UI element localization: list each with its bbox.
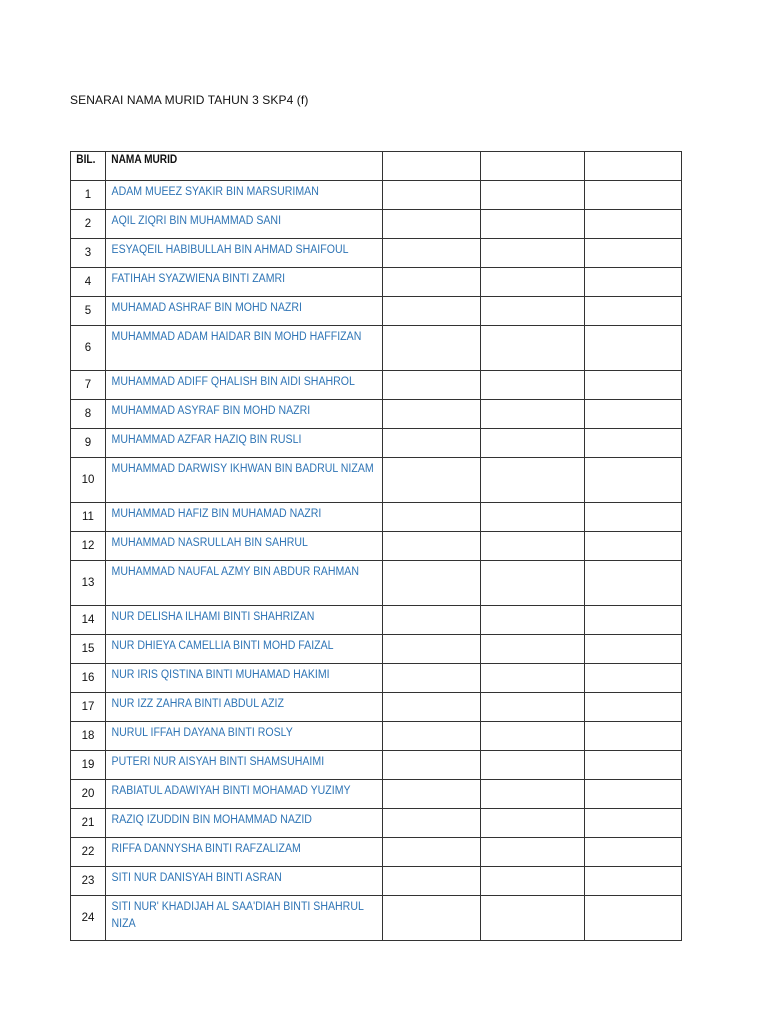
student-name: MUHAMAD ASHRAF BIN MOHD NAZRI: [111, 302, 302, 314]
student-name: RAZIQ IZUDDIN BIN MOHAMMAD NAZID: [111, 814, 312, 826]
blank-cell: [481, 532, 585, 561]
blank-cell: [383, 503, 481, 532]
student-name-cell: [106, 780, 383, 809]
student-name: PUTERI NUR AISYAH BINTI SHAMSUHAIMI: [111, 756, 325, 768]
table-row: [71, 896, 682, 941]
blank-cell: [481, 780, 585, 809]
student-name-cell: [106, 503, 383, 532]
blank-cell: [585, 503, 682, 532]
blank-cell: [383, 429, 481, 458]
row-number: 20: [71, 780, 106, 809]
row-number: 18: [71, 722, 106, 751]
blank-cell: [481, 561, 585, 606]
row-number: 7: [71, 371, 106, 400]
blank-cell: [585, 400, 682, 429]
table-row: [71, 606, 682, 635]
table-row: [71, 722, 682, 751]
table-row: [71, 532, 682, 561]
blank-cell: [383, 400, 481, 429]
blank-cell: [383, 210, 481, 239]
row-number: 12: [71, 532, 106, 561]
blank-cell: [585, 326, 682, 371]
blank-cell: [585, 429, 682, 458]
table-row: [71, 268, 682, 297]
blank-cell: [383, 896, 481, 941]
student-name: NUR IRIS QISTINA BINTI MUHAMAD HAKIMI: [111, 669, 330, 681]
student-name: FATIHAH SYAZWIENA BINTI ZAMRI: [111, 273, 286, 285]
table-row: [71, 210, 682, 239]
blank-cell: [585, 867, 682, 896]
blank-cell: [481, 297, 585, 326]
student-name-cell: [106, 429, 383, 458]
blank-cell: [383, 297, 481, 326]
student-name: NUR DELISHA ILHAMI BINTI SHAHRIZAN: [111, 611, 315, 623]
student-name: MUHAMMAD DARWISY IKHWAN BIN BADRUL NIZAM: [111, 463, 374, 475]
blank-cell: [383, 838, 481, 867]
blank-cell: [383, 326, 481, 371]
blank-cell: [481, 458, 585, 503]
table-row: [71, 635, 682, 664]
student-name: MUHAMMAD NAUFAL AZMY BIN ABDUR RAHMAN: [111, 566, 360, 578]
blank-cell: [585, 751, 682, 780]
student-name: MUHAMMAD ADAM HAIDAR BIN MOHD HAFFIZAN: [111, 331, 362, 343]
table-row: [71, 371, 682, 400]
table-row: [71, 400, 682, 429]
student-name-cell: [106, 181, 383, 210]
blank-cell: [383, 371, 481, 400]
table-row: [71, 326, 682, 371]
table-row: [71, 838, 682, 867]
blank-cell: [585, 181, 682, 210]
blank-cell: [585, 371, 682, 400]
row-number: 23: [71, 867, 106, 896]
blank-cell: [481, 400, 585, 429]
row-number: 13: [71, 561, 106, 606]
blank-cell: [481, 239, 585, 268]
row-number: 24: [71, 896, 106, 941]
header-nama-murid: NAMA MURID: [106, 152, 383, 181]
table-body: [71, 181, 682, 941]
student-name-cell: [106, 268, 383, 297]
blank-cell: [383, 606, 481, 635]
student-name: NUR DHIEYA CAMELLIA BINTI MOHD FAIZAL: [111, 640, 334, 652]
student-name-cell: [106, 210, 383, 239]
blank-cell: [585, 780, 682, 809]
blank-cell: [585, 239, 682, 268]
document-title: SENARAI NAMA MURID TAHUN 3 SKP4 (f): [70, 93, 309, 107]
blank-cell: [383, 867, 481, 896]
student-name: NUR IZZ ZAHRA BINTI ABDUL AZIZ: [111, 698, 284, 710]
blank-cell: [383, 635, 481, 664]
table-row: [71, 693, 682, 722]
row-number: 4: [71, 268, 106, 297]
blank-cell: [481, 838, 585, 867]
table-row: [71, 751, 682, 780]
blank-cell: [383, 532, 481, 561]
blank-cell: [383, 458, 481, 503]
blank-cell: [481, 210, 585, 239]
student-name-cell: [106, 722, 383, 751]
student-name-cell: [106, 867, 383, 896]
table-row: [71, 867, 682, 896]
blank-cell: [481, 867, 585, 896]
blank-cell: [585, 693, 682, 722]
blank-cell: [585, 268, 682, 297]
student-name: ESYAQEIL HABIBULLAH BIN AHMAD SHAIFOUL: [111, 244, 349, 256]
table-row: [71, 297, 682, 326]
blank-cell: [383, 239, 481, 268]
blank-cell: [481, 664, 585, 693]
row-number: 2: [71, 210, 106, 239]
row-number: 15: [71, 635, 106, 664]
blank-cell: [481, 429, 585, 458]
blank-cell: [383, 664, 481, 693]
student-name-cell: [106, 561, 383, 606]
student-name-cell: [106, 371, 383, 400]
table-row: [71, 429, 682, 458]
header-blank-3: [585, 152, 682, 181]
row-number: 21: [71, 809, 106, 838]
row-number: 16: [71, 664, 106, 693]
header-blank-1: [383, 152, 481, 181]
student-name: AQIL ZIQRI BIN MUHAMMAD SANI: [111, 215, 282, 227]
student-name: MUHAMMAD HAFIZ BIN MUHAMAD NAZRI: [111, 508, 322, 520]
table-row: [71, 458, 682, 503]
student-name-cell: [106, 664, 383, 693]
blank-cell: [585, 561, 682, 606]
blank-cell: [383, 751, 481, 780]
table-row: [71, 664, 682, 693]
blank-cell: [481, 809, 585, 838]
blank-cell: [481, 635, 585, 664]
blank-cell: [383, 268, 481, 297]
blank-cell: [585, 722, 682, 751]
table-row: [71, 503, 682, 532]
row-number: 10: [71, 458, 106, 503]
blank-cell: [383, 722, 481, 751]
blank-cell: [481, 181, 585, 210]
table-header-row: [71, 152, 682, 181]
row-number: 11: [71, 503, 106, 532]
blank-cell: [481, 751, 585, 780]
student-name-cell: [106, 326, 383, 371]
blank-cell: [481, 722, 585, 751]
student-name-cell: [106, 458, 383, 503]
table-row: [71, 809, 682, 838]
row-number: 19: [71, 751, 106, 780]
row-number: 14: [71, 606, 106, 635]
student-name: MUHAMMAD NASRULLAH BIN SAHRUL: [111, 537, 308, 549]
blank-cell: [585, 458, 682, 503]
blank-cell: [585, 297, 682, 326]
header-blank-2: [481, 152, 585, 181]
blank-cell: [585, 809, 682, 838]
blank-cell: [585, 606, 682, 635]
blank-cell: [481, 371, 585, 400]
student-name: SITI NUR DANISYAH BINTI ASRAN: [111, 872, 282, 884]
student-name-cell: [106, 400, 383, 429]
blank-cell: [481, 693, 585, 722]
blank-cell: [383, 780, 481, 809]
blank-cell: [585, 896, 682, 941]
blank-cell: [585, 635, 682, 664]
student-name-cell: [106, 532, 383, 561]
blank-cell: [383, 181, 481, 210]
blank-cell: [383, 561, 481, 606]
row-number: 8: [71, 400, 106, 429]
blank-cell: [481, 326, 585, 371]
student-name-cell: [106, 239, 383, 268]
row-number: 6: [71, 326, 106, 371]
table-row: [71, 239, 682, 268]
student-name-cell: [106, 896, 383, 941]
header-bil: BIL.: [71, 152, 106, 181]
student-name-cell: [106, 751, 383, 780]
student-name: MUHAMMAD AZFAR HAZIQ BIN RUSLI: [111, 434, 302, 446]
table-row: [71, 561, 682, 606]
blank-cell: [481, 896, 585, 941]
row-number: 17: [71, 693, 106, 722]
student-name: RABIATUL ADAWIYAH BINTI MOHAMAD YUZIMY: [111, 785, 351, 797]
blank-cell: [585, 664, 682, 693]
blank-cell: [585, 210, 682, 239]
student-name-cell: [106, 606, 383, 635]
row-number: 9: [71, 429, 106, 458]
row-number: 5: [71, 297, 106, 326]
blank-cell: [481, 606, 585, 635]
table-row: [71, 181, 682, 210]
student-name: NURUL IFFAH DAYANA BINTI ROSLY: [111, 727, 293, 739]
student-name: SITI NUR' KHADIJAH AL SAA'DIAH BINTI SHAHRUL NIZA: [111, 901, 364, 930]
student-name-cell: [106, 693, 383, 722]
student-name: ADAM MUEEZ SYAKIR BIN MARSURIMAN: [111, 186, 319, 198]
row-number: 3: [71, 239, 106, 268]
blank-cell: [585, 532, 682, 561]
student-name-cell: [106, 838, 383, 867]
row-number: 1: [71, 181, 106, 210]
blank-cell: [585, 838, 682, 867]
student-name-cell: [106, 297, 383, 326]
student-name: MUHAMMAD ADIFF QHALISH BIN AIDI SHAHROL: [111, 376, 355, 388]
blank-cell: [383, 693, 481, 722]
table-row: [71, 780, 682, 809]
student-name-cell: [106, 635, 383, 664]
blank-cell: [481, 503, 585, 532]
student-name: RIFFA DANNYSHA BINTI RAFZALIZAM: [111, 843, 301, 855]
blank-cell: [481, 268, 585, 297]
blank-cell: [383, 809, 481, 838]
student-name-cell: [106, 809, 383, 838]
student-list-table: [70, 151, 682, 941]
student-name: MUHAMMAD ASYRAF BIN MOHD NAZRI: [111, 405, 311, 417]
row-number: 22: [71, 838, 106, 867]
